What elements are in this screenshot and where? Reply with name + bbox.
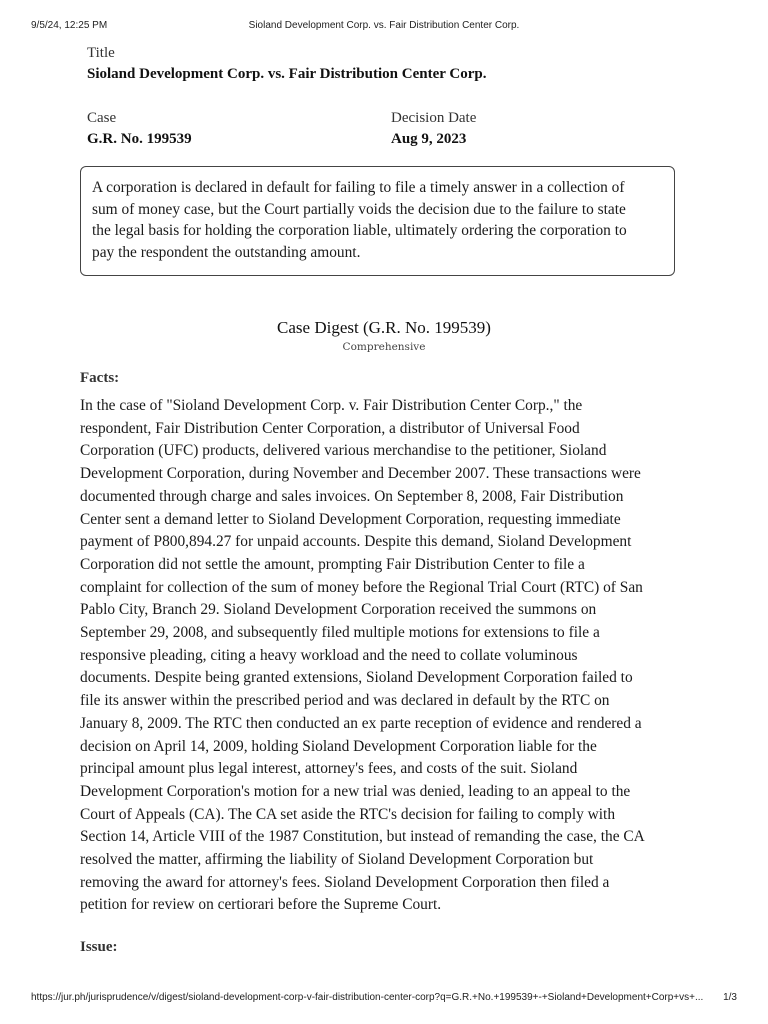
- facts-line: Court of Appeals (CA). The CA set aside the RTC's decision for failing to comply with: [80, 805, 616, 823]
- facts-line: removing the award for attorney's fees. Sioland Development Corporation then filed a: [80, 873, 610, 891]
- facts-line: responsive pleading, citing a heavy workload and the need to collate voluminous: [80, 646, 578, 664]
- facts-line: respondent, Fair Distribution Center Corporation, a distributor of Universal Food: [80, 419, 580, 437]
- summary-line: A corporation is declared in default for failing to file a timely answer in a collection of: [92, 179, 625, 196]
- page-number: 1/3: [723, 992, 737, 1003]
- facts-line: Development Corporation's motion for a new trial was denied, leading to an appeal to the: [80, 782, 631, 800]
- print-document-title: Sioland Development Corp. vs. Fair Distribution Center Corp.: [248, 20, 520, 31]
- facts-line: Corporation did not settle the amount, prompting Fair Distribution Center to file a: [80, 555, 585, 573]
- summary-line: the legal basis for holding the corporation liable, ultimately ordering the corporation to: [92, 222, 627, 240]
- decision-date: Aug 9, 2023: [391, 131, 467, 147]
- facts-heading: Facts:: [80, 370, 120, 386]
- facts-line: decision on April 14, 2009, holding Sioland Development Corporation liable for the: [80, 737, 597, 755]
- summary-line: sum of money case, but the Court partially voids the decision due to the failure to state: [92, 200, 626, 218]
- summary-box: [80, 166, 675, 276]
- digest-subtitle: Comprehensive: [342, 341, 426, 353]
- facts-line: Section 14, Article VIII of the 1987 Constitution, but instead of remanding the case, the CA: [80, 828, 645, 846]
- facts-line: Pablo City, Branch 29. Sioland Development Corporation received the summons on: [80, 601, 597, 619]
- facts-line: petition for review on certiorari before the Supreme Court.: [80, 896, 442, 914]
- facts-line: Center sent a demand letter to Sioland Development Corporation, requesting immediate: [80, 510, 621, 528]
- print-datetime: 9/5/24, 12:25 PM: [31, 20, 108, 31]
- facts-line: resolved the matter, affirming the liability of Sioland Development Corporation but: [80, 851, 594, 869]
- page-url[interactable]: https://jur.ph/jurisprudence/v/digest/sioland-development-corp-v-fair-distribution-center-corp?q=G.R.+No.+199539+-+Sioland+Development+Corp+vs+...: [31, 992, 704, 1003]
- print-footer: [0, 990, 768, 1010]
- facts-line: documented through charge and sales invoices. On September 8, 2008, Fair Distribution: [80, 487, 624, 505]
- facts-line: payment of P800,894.27 for unpaid accounts. Despite this demand, Sioland Development: [80, 533, 632, 551]
- facts-line: January 8, 2009. The RTC then conducted an ex parte reception of evidence and rendered a: [80, 714, 642, 732]
- facts-line: Corporation (UFC) products, delivered various merchandise to the petitioner, Sioland: [80, 442, 607, 460]
- digest-title: Case Digest (G.R. No. 199539): [277, 318, 491, 337]
- facts-line: documents. Despite being granted extensions, Sioland Development Corporation failed to: [80, 669, 633, 687]
- facts-line: complaint for collection of the sum of money before the Regional Trial Court (RTC) of San: [80, 578, 643, 596]
- facts-line: file its answer within the prescribed period and was declared in default by the RTC on: [80, 692, 610, 710]
- summary-line: pay the respondent the outstanding amount.: [92, 243, 361, 261]
- facts-body: [80, 395, 680, 917]
- case-title: Sioland Development Corp. vs. Fair Distribution Center Corp.: [87, 66, 487, 82]
- decision-date-label: Decision Date: [391, 110, 477, 126]
- case-number: G.R. No. 199539: [87, 131, 192, 147]
- issue-heading: Issue:: [80, 939, 118, 955]
- facts-line: principal amount plus legal interest, attorney's fees, and costs of the suit. Sioland: [80, 760, 578, 778]
- case-label: Case: [87, 110, 117, 126]
- print-header: [0, 0, 768, 36]
- facts-line: Development Corporation, during November and December 2007. These transactions were: [80, 465, 641, 483]
- title-label: Title: [87, 45, 115, 61]
- facts-line: September 29, 2008, and subsequently filed multiple motions for extensions to file a: [80, 624, 600, 642]
- facts-line: In the case of "Sioland Development Corp. v. Fair Distribution Center Corp.," the: [80, 397, 583, 414]
